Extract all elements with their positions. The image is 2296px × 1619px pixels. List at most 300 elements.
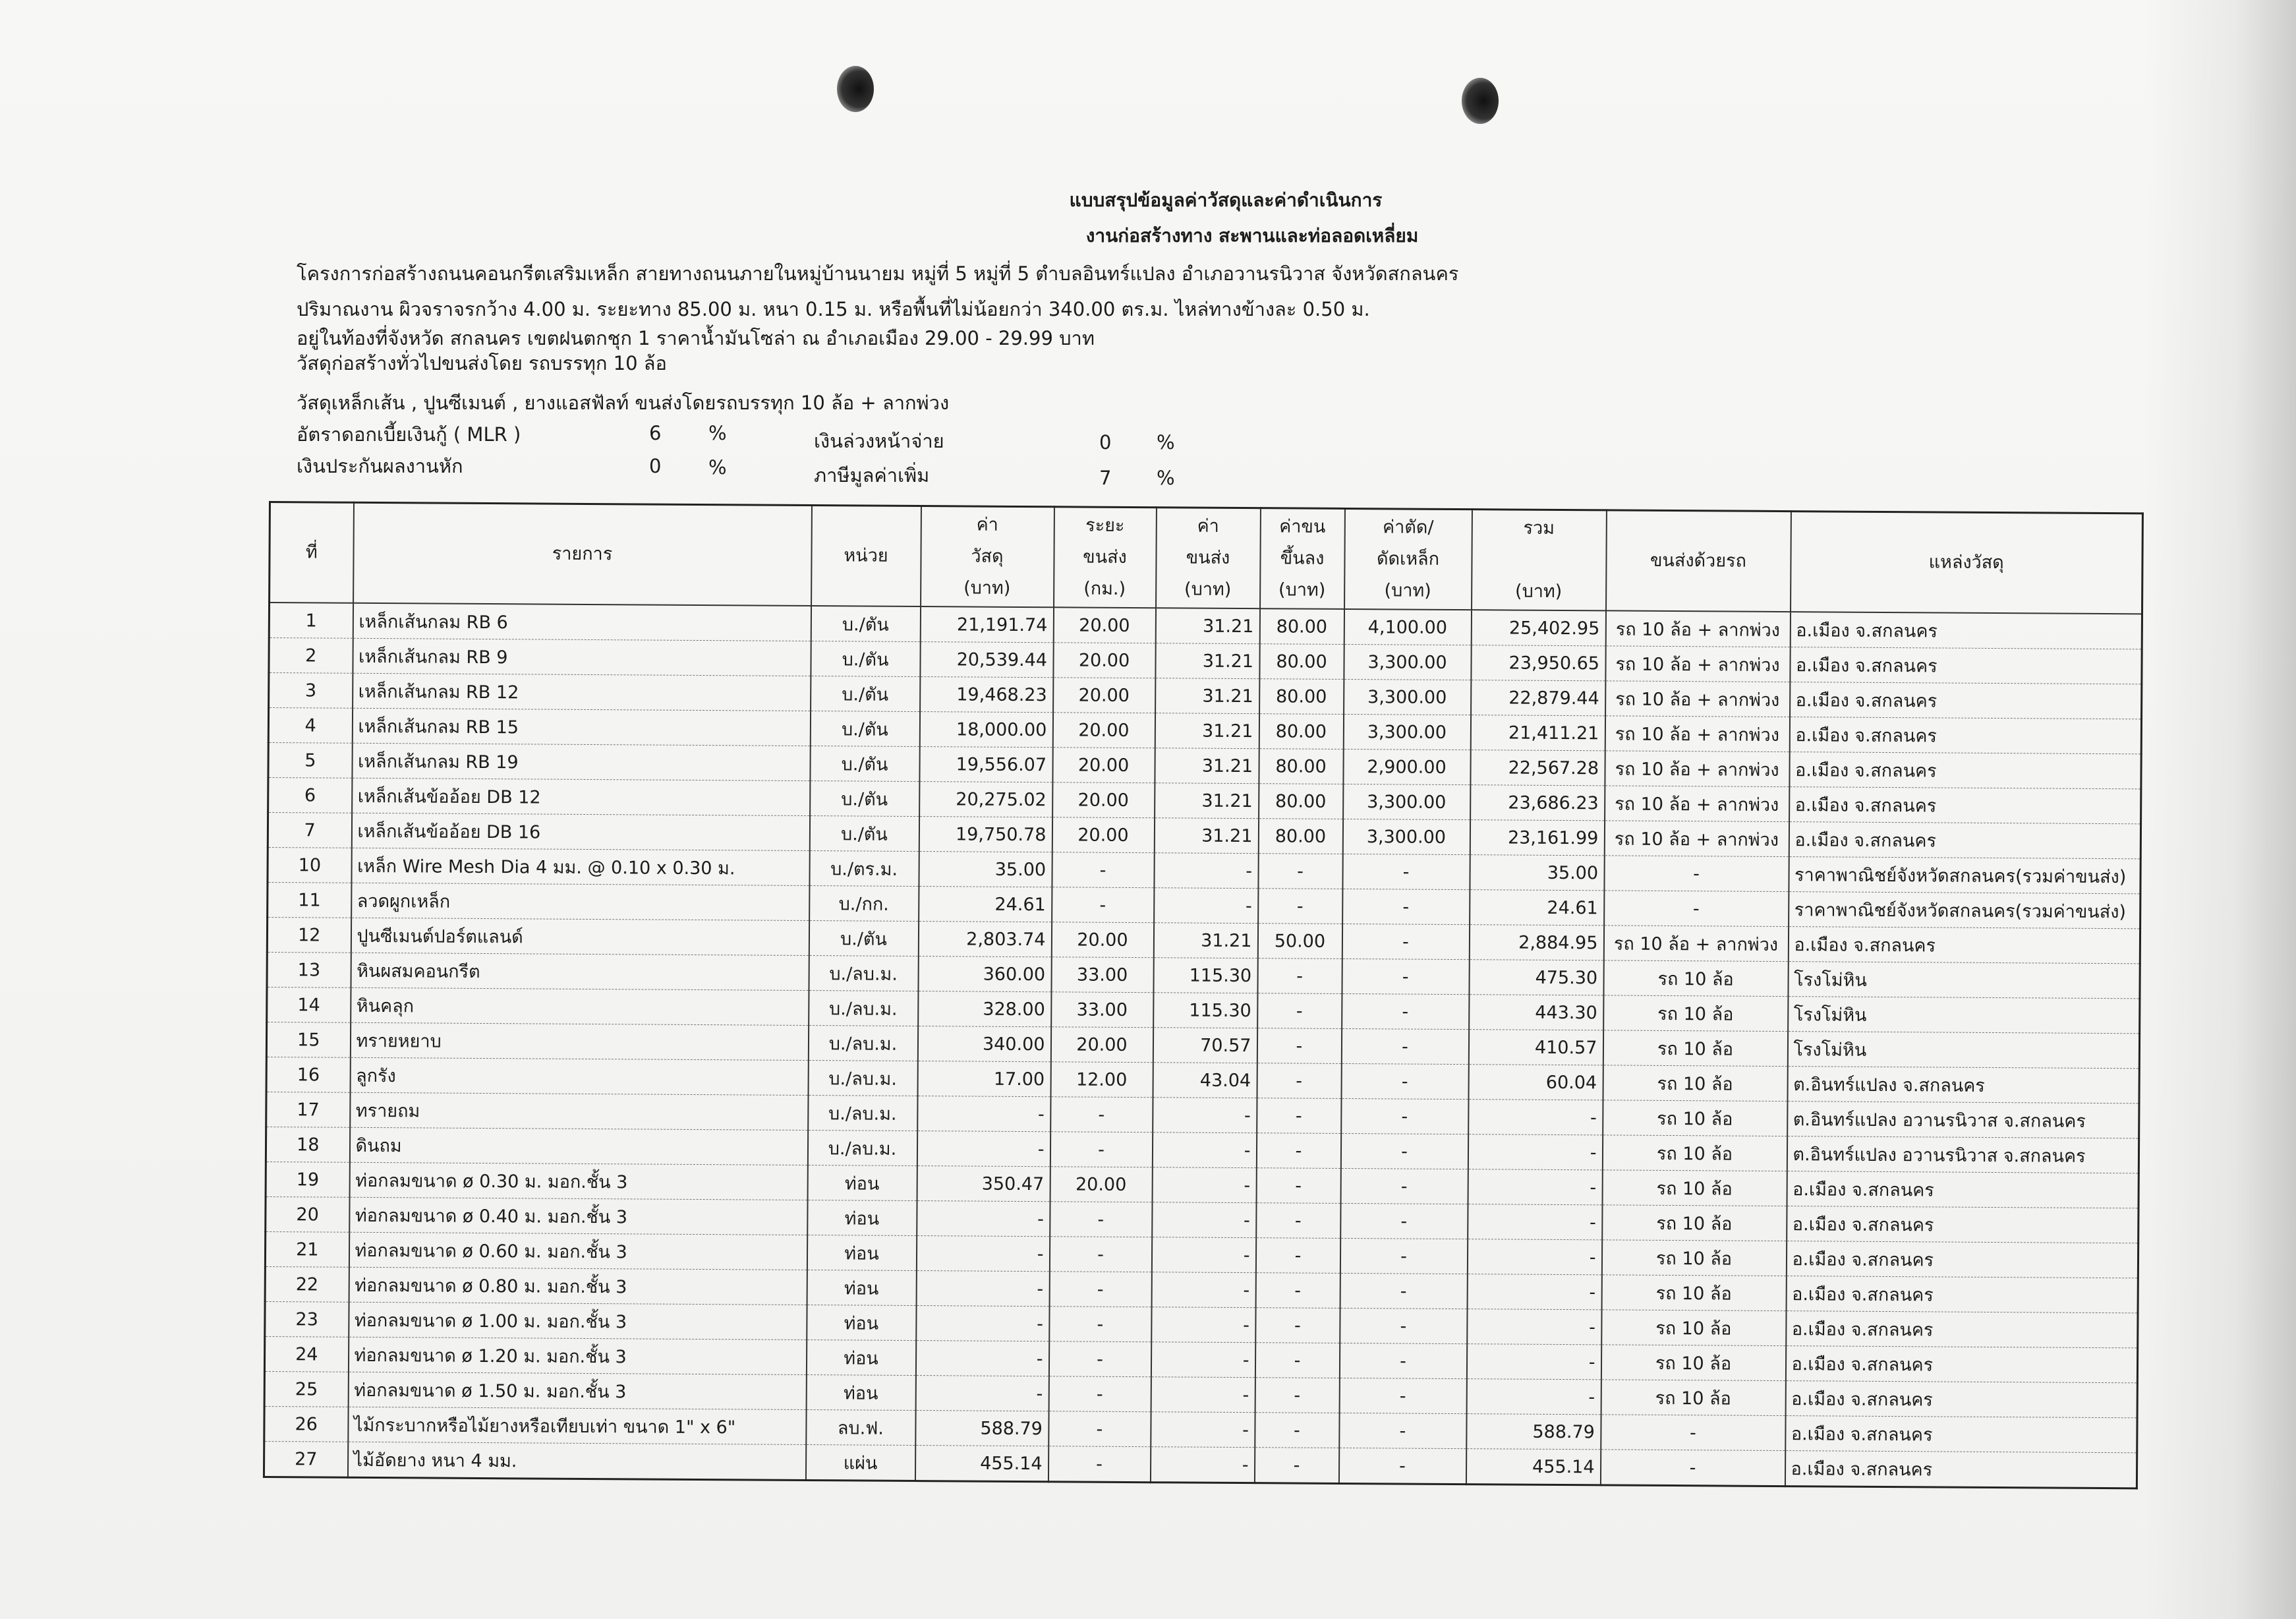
advance-label: เงินล่วงหน้าจ่าย	[814, 430, 944, 452]
cell-material-cost: 19,556.07	[919, 747, 1052, 782]
cell-total: -	[1468, 1204, 1602, 1240]
cell-unit: ท่อน	[807, 1200, 917, 1236]
cell-loading-cost: -	[1257, 1098, 1341, 1134]
cell-material-cost: 360.00	[918, 957, 1051, 992]
cell-unit: แผ่น	[805, 1445, 915, 1481]
cell-cut-bend-cost: -	[1342, 958, 1469, 994]
header-material-cost: ค่า วัสดุ (บาท)	[921, 506, 1054, 608]
cell-vehicle: รถ 10 ล้อ + ลากพ่วง	[1605, 751, 1789, 787]
cell-source: ราคาพาณิชย์จังหวัดสกลนคร(รวมค่าขนส่ง)	[1789, 892, 2140, 929]
cell-material-cost: 17.00	[917, 1061, 1050, 1097]
cell-material-cost: -	[917, 1201, 1050, 1237]
cell-unit: ท่อน	[807, 1165, 917, 1201]
cell-vehicle: รถ 10 ล้อ	[1603, 1065, 1787, 1102]
cell-transport-cost: 31.21	[1155, 608, 1259, 643]
cell-no: 6	[268, 778, 352, 813]
cell-loading-cost: 80.00	[1259, 679, 1344, 715]
cell-distance: 20.00	[1051, 922, 1153, 958]
cell-item: เหล็กเส้นกลม RB 19	[352, 743, 810, 780]
cell-material-cost: -	[917, 1096, 1050, 1132]
cell-transport-cost: 43.04	[1153, 1063, 1257, 1098]
cell-cut-bend-cost: -	[1340, 1133, 1468, 1169]
cell-loading-cost: -	[1255, 1308, 1340, 1343]
cell-distance: -	[1049, 1237, 1151, 1272]
cell-total: 475.30	[1469, 960, 1603, 995]
advance-percent: %	[1157, 431, 1175, 454]
cell-distance: 20.00	[1052, 748, 1155, 783]
cell-unit: ลบ.ฟ.	[806, 1410, 915, 1446]
cell-unit: ท่อน	[806, 1375, 915, 1411]
cell-total: 24.61	[1470, 890, 1604, 926]
cell-no: 27	[264, 1441, 347, 1477]
cell-material-cost: 35.00	[919, 852, 1052, 887]
cell-loading-cost: 80.00	[1259, 608, 1344, 644]
cell-unit: บ./ลบ.ม.	[809, 956, 918, 991]
cell-loading-cost: -	[1255, 1413, 1339, 1448]
transport-steel-line: วัสดุเหล็กเส้น , ปูนซีเมนต์ , ยางแอสฟัลท์ ขนส่งโดยรถบรรทุก 10 ล้อ + ลากพ่วง	[297, 392, 950, 414]
cell-no: 14	[267, 987, 351, 1022]
cell-loading-cost: -	[1255, 1238, 1340, 1274]
cell-vehicle: รถ 10 ล้อ + ลากพ่วง	[1605, 681, 1790, 717]
cell-source: อ.เมือง จ.สกลนคร	[1789, 787, 2141, 824]
cell-loading-cost: -	[1257, 958, 1342, 994]
cell-no: 15	[266, 1022, 350, 1057]
cell-loading-cost: -	[1256, 1133, 1340, 1169]
cell-loading-cost: 50.00	[1257, 924, 1342, 959]
cell-distance: 20.00	[1053, 643, 1155, 678]
cell-loading-cost: 80.00	[1259, 714, 1343, 750]
cell-item: เหล็กเส้นข้ออ้อย DB 16	[351, 813, 809, 850]
cell-item: เหล็ก Wire Mesh Dia 4 มม. @ 0.10 x 0.30 ม.	[351, 848, 809, 885]
cell-source: อ.เมือง จ.สกลนคร	[1787, 1171, 2138, 1208]
cell-cut-bend-cost: -	[1340, 1168, 1468, 1204]
cell-no: 25	[264, 1371, 348, 1407]
project-line: โครงการก่อสร้างถนนคอนกรีตเสริมเหล็ก สายทางถนนภายในหมู่บ้านนายม หมู่ที่ 5 หมู่ที่ 5 ตำบลอินทร์แปลง อำเภอวานรนิวาส จังหวัดสกลนคร	[297, 262, 1459, 285]
cell-total: 443.30	[1469, 995, 1603, 1030]
cell-transport-cost: 31.21	[1155, 713, 1259, 749]
cell-source: อ.เมือง จ.สกลนคร	[1787, 1206, 2138, 1243]
cell-transport-cost: -	[1153, 1098, 1257, 1133]
cell-total: 2,884.95	[1469, 925, 1603, 960]
cell-unit: ท่อน	[806, 1340, 915, 1376]
cell-transport-cost: -	[1152, 1167, 1256, 1203]
cell-item: ลวดผูกเหล็ก	[351, 883, 809, 920]
cell-transport-cost: 115.30	[1153, 993, 1257, 1028]
cell-total: -	[1467, 1274, 1601, 1310]
cell-item: เหล็กเส้นข้ออ้อย DB 12	[352, 778, 810, 815]
cell-source: อ.เมือง จ.สกลนคร	[1785, 1416, 2137, 1453]
cell-distance: -	[1048, 1376, 1151, 1412]
cell-transport-cost: -	[1151, 1377, 1255, 1413]
cell-unit: บ./ตัน	[810, 711, 919, 747]
cell-total: -	[1468, 1134, 1602, 1170]
cell-source: โรงโม่หิน	[1788, 962, 2140, 999]
cell-loading-cost: 80.00	[1259, 644, 1344, 680]
cell-material-cost: 24.61	[919, 887, 1052, 922]
cell-no: 10	[268, 847, 351, 883]
cell-unit: บ./ลบ.ม.	[808, 1096, 917, 1131]
cell-material-cost: 20,539.44	[920, 642, 1053, 678]
cell-vehicle: รถ 10 ล้อ	[1603, 995, 1788, 1032]
cell-unit: บ./ตัน	[810, 746, 919, 782]
cell-material-cost: 20,275.02	[919, 782, 1052, 817]
cell-cut-bend-cost: -	[1339, 1413, 1466, 1448]
cell-vehicle: รถ 10 ล้อ	[1601, 1275, 1786, 1311]
cell-vehicle: รถ 10 ล้อ + ลากพ่วง	[1603, 926, 1788, 962]
cell-distance: -	[1052, 852, 1154, 888]
cell-loading-cost: -	[1255, 1273, 1340, 1309]
cell-vehicle: รถ 10 ล้อ + ลากพ่วง	[1604, 821, 1789, 857]
cell-loading-cost: -	[1256, 1168, 1340, 1204]
cell-item: เหล็กเส้นกลม RB 12	[353, 673, 811, 711]
cell-cut-bend-cost: -	[1342, 854, 1470, 889]
cell-no: 11	[268, 882, 351, 918]
cell-unit: บ./ลบ.ม.	[808, 1061, 917, 1096]
cell-loading-cost: -	[1258, 889, 1342, 924]
cell-material-cost: -	[916, 1271, 1049, 1307]
cell-no: 12	[267, 917, 351, 953]
material-cost-table	[263, 501, 2144, 1489]
cell-total: 588.79	[1466, 1414, 1601, 1450]
cell-source: โรงโม่หิน	[1787, 1032, 2139, 1069]
cell-vehicle: รถ 10 ล้อ	[1603, 960, 1788, 997]
cell-vehicle: รถ 10 ล้อ + ลากพ่วง	[1605, 786, 1789, 822]
cell-item: ทรายถม	[350, 1092, 808, 1130]
cell-source: อ.เมือง จ.สกลนคร	[1785, 1346, 2137, 1383]
cell-transport-cost: 115.30	[1153, 958, 1257, 993]
cell-cut-bend-cost: -	[1342, 993, 1469, 1029]
quantity-line: ปริมาณงาน ผิวจราจรกว้าง 4.00 ม. ระยะทาง 85.00 ม. หนา 0.15 ม. หรือพื้นที่ไม่น้อยกว่า 340.00 ตร.ม. ไหล่ทางข้างละ 0.50 ม.	[297, 298, 1370, 320]
cell-vehicle: รถ 10 ล้อ	[1601, 1345, 1785, 1381]
cell-transport-cost: -	[1150, 1447, 1254, 1483]
cell-no: 5	[268, 743, 352, 779]
cell-cut-bend-cost: -	[1340, 1273, 1467, 1309]
cell-distance: 33.00	[1051, 957, 1153, 993]
punch-hole	[1462, 78, 1499, 124]
cell-loading-cost: 80.00	[1259, 784, 1343, 819]
cell-unit: ท่อน	[807, 1235, 916, 1271]
cell-cut-bend-cost: -	[1342, 889, 1470, 924]
cell-material-cost: -	[915, 1341, 1048, 1376]
cell-source: อ.เมือง จ.สกลนคร	[1786, 1241, 2138, 1278]
cell-vehicle: -	[1604, 856, 1789, 892]
cell-loading-cost: -	[1255, 1343, 1339, 1378]
mlr-label: อัตราดอกเบี้ยเงินกู้ ( MLR )	[297, 423, 521, 446]
cell-loading-cost: -	[1257, 993, 1342, 1029]
cell-unit: บ./ตัน	[811, 641, 920, 677]
cell-no: 23	[265, 1301, 349, 1337]
cell-no: 20	[266, 1196, 349, 1232]
cell-distance: -	[1049, 1307, 1151, 1342]
cell-distance: -	[1048, 1446, 1150, 1483]
cell-material-cost: 19,468.23	[920, 677, 1053, 713]
cell-transport-cost: 31.21	[1155, 643, 1259, 679]
cell-unit: ท่อน	[807, 1270, 916, 1306]
cell-source: อ.เมือง จ.สกลนคร	[1786, 1276, 2138, 1313]
header-source: แหล่งวัสดุ	[1791, 512, 2143, 614]
cell-cut-bend-cost: -	[1340, 1308, 1467, 1343]
cell-source: อ.เมือง จ.สกลนคร	[1789, 752, 2141, 789]
cell-cut-bend-cost: 3,300.00	[1342, 819, 1470, 854]
cell-no: 13	[267, 952, 351, 987]
cell-item: ไม้กระบากหรือไม้ยางหรือเทียบเท่า ขนาด 1" x 6"	[348, 1407, 806, 1444]
cell-vehicle: รถ 10 ล้อ	[1603, 1100, 1787, 1136]
advance-value: 0	[1099, 431, 1112, 454]
cell-total: 21,411.21	[1470, 715, 1605, 751]
cell-vehicle: รถ 10 ล้อ	[1602, 1205, 1787, 1241]
cell-transport-cost: 31.21	[1153, 923, 1257, 958]
cell-vehicle: รถ 10 ล้อ + ลากพ่วง	[1605, 716, 1789, 752]
cell-source: อ.เมือง จ.สกลนคร	[1785, 1451, 2137, 1488]
cell-material-cost: 340.00	[917, 1026, 1050, 1062]
location-line: อยู่ในท้องที่จังหวัด สกลนคร เขตฝนตกชุก 1 ราคาน้ำมันโซล่า ณ อำเภอเมือง 29.00 - 29.99 บาท	[297, 327, 1095, 349]
cell-vehicle: รถ 10 ล้อ	[1601, 1310, 1786, 1346]
cell-total: 23,686.23	[1470, 785, 1605, 821]
cell-item: ท่อกลมขนาด ø 1.20 ม. มอก.ชั้น 3	[348, 1337, 806, 1374]
cell-transport-cost: -	[1152, 1202, 1256, 1238]
table-header-row	[270, 502, 2143, 614]
cell-material-cost: 455.14	[915, 1446, 1048, 1482]
cell-no: 17	[266, 1092, 350, 1127]
cell-source: อ.เมือง จ.สกลนคร	[1789, 717, 2141, 754]
cell-source: อ.เมือง จ.สกลนคร	[1788, 927, 2140, 964]
cell-loading-cost: -	[1255, 1378, 1339, 1413]
cell-distance: -	[1049, 1272, 1151, 1307]
cell-source: อ.เมือง จ.สกลนคร	[1785, 1381, 2137, 1418]
mlr-percent: %	[708, 422, 727, 444]
header-no: ที่	[270, 502, 354, 603]
cell-distance: 12.00	[1050, 1062, 1153, 1098]
cell-material-cost: 19,750.78	[919, 817, 1052, 852]
cell-transport-cost: -	[1154, 888, 1258, 924]
cell-vehicle: -	[1600, 1450, 1785, 1487]
cell-total: 25,402.95	[1471, 610, 1605, 646]
cell-unit: บ./ลบ.ม.	[808, 1026, 917, 1061]
punch-hole	[837, 66, 874, 112]
cell-distance: -	[1050, 1097, 1153, 1133]
cell-transport-cost: 31.21	[1154, 818, 1258, 854]
cell-cut-bend-cost: -	[1342, 924, 1469, 959]
cell-loading-cost: 80.00	[1259, 749, 1343, 784]
cell-source: ต.อินทร์แปลง อวานรนิวาส จ.สกลนคร	[1787, 1102, 2139, 1138]
retention-value: 0	[649, 455, 662, 477]
cell-loading-cost: -	[1257, 1028, 1341, 1064]
cell-loading-cost: -	[1254, 1448, 1338, 1484]
cell-unit: บ./ตัน	[811, 606, 920, 642]
cell-distance: 20.00	[1050, 1027, 1153, 1063]
cell-total: 35.00	[1470, 855, 1604, 891]
cell-transport-cost: -	[1154, 853, 1258, 889]
header-loading-cost: ค่าขน ขึ้นลง (บาท)	[1260, 508, 1345, 609]
cell-item: ทรายหยาบ	[350, 1022, 808, 1060]
cell-item: ท่อกลมขนาด ø 0.80 ม. มอก.ชั้น 3	[349, 1267, 807, 1305]
cell-transport-cost: -	[1151, 1412, 1255, 1448]
cell-distance: 20.00	[1052, 782, 1155, 818]
cell-source: ราคาพาณิชย์จังหวัดสกลนคร(รวมค่าขนส่ง)	[1789, 857, 2140, 894]
cell-unit: บ./ลบ.ม.	[807, 1131, 917, 1166]
cell-unit: ท่อน	[807, 1305, 916, 1341]
cell-no: 22	[265, 1266, 349, 1302]
cell-cut-bend-cost: -	[1338, 1448, 1466, 1484]
cell-item: หินผสมคอนกรีต	[351, 953, 809, 990]
cell-source: อ.เมือง จ.สกลนคร	[1786, 1311, 2138, 1348]
cell-transport-cost: -	[1151, 1342, 1255, 1378]
cell-item: เหล็กเส้นกลม RB 9	[353, 638, 811, 676]
cell-item: หินคลุก	[351, 987, 809, 1025]
header-vehicle: ขนส่งด้วยรถ	[1606, 510, 1791, 612]
cell-item: ท่อกลมขนาด ø 1.00 ม. มอก.ชั้น 3	[349, 1302, 807, 1339]
cell-material-cost: 2,803.74	[918, 922, 1051, 957]
cell-cut-bend-cost: -	[1341, 1063, 1468, 1099]
retention-label: เงินประกันผลงานหัก	[297, 455, 463, 477]
cell-unit: บ./ตัน	[811, 676, 920, 712]
cell-no: 26	[264, 1406, 348, 1442]
cell-no: 24	[264, 1336, 348, 1372]
cell-cut-bend-cost: -	[1339, 1378, 1466, 1413]
vat-label: ภาษีมูลค่าเพิ่ม	[814, 464, 930, 486]
cell-item: ลูกรัง	[350, 1057, 808, 1095]
cell-transport-cost: -	[1151, 1307, 1255, 1343]
cell-item: เหล็กเส้นกลม RB 6	[353, 603, 811, 641]
cell-no: 1	[269, 603, 353, 638]
cell-transport-cost: 70.57	[1153, 1028, 1257, 1063]
cell-cut-bend-cost: -	[1339, 1343, 1466, 1378]
cell-total: -	[1468, 1169, 1602, 1205]
header-distance: ระยะ ขนส่ง (กม.)	[1054, 507, 1157, 608]
vat-percent: %	[1157, 467, 1175, 489]
cell-unit: บ./ตร.ม.	[809, 851, 919, 887]
cell-total: 22,567.28	[1470, 750, 1605, 786]
cell-transport-cost: 31.21	[1155, 678, 1259, 714]
header-total: รวม (บาท)	[1472, 510, 1607, 611]
cell-source: อ.เมือง จ.สกลนคร	[1790, 647, 2142, 684]
cell-distance: 20.00	[1053, 678, 1155, 713]
cell-distance: -	[1048, 1411, 1151, 1447]
cell-total: -	[1468, 1100, 1603, 1135]
cell-total: 410.57	[1468, 1030, 1603, 1065]
cell-unit: บ./ตัน	[809, 816, 919, 852]
cell-distance: 20.00	[1053, 607, 1155, 643]
cell-material-cost: -	[917, 1131, 1050, 1167]
cell-distance: -	[1050, 1132, 1152, 1167]
cell-transport-cost: -	[1152, 1133, 1256, 1168]
cell-total: 22,879.44	[1471, 680, 1605, 716]
cell-distance: -	[1052, 887, 1154, 923]
cell-no: 18	[266, 1127, 349, 1162]
cell-total: -	[1467, 1309, 1601, 1345]
cell-distance: -	[1050, 1202, 1152, 1237]
cell-no: 19	[266, 1162, 349, 1197]
cell-distance: 33.00	[1051, 992, 1153, 1028]
cell-total: 23,950.65	[1471, 645, 1605, 681]
cell-no: 3	[269, 673, 353, 709]
cell-distance: -	[1048, 1341, 1151, 1377]
vat-value: 7	[1099, 467, 1112, 489]
cell-no: 7	[268, 813, 351, 848]
cell-unit: บ./ตัน	[810, 781, 919, 817]
cell-unit: บ./ลบ.ม.	[809, 991, 918, 1026]
cell-material-cost: 18,000.00	[919, 712, 1052, 748]
mlr-value: 6	[649, 422, 662, 444]
cell-item: ท่อกลมขนาด ø 0.40 ม. มอก.ชั้น 3	[349, 1197, 807, 1235]
cell-material-cost: 328.00	[918, 991, 1051, 1027]
cell-transport-cost: 31.21	[1155, 783, 1259, 819]
page-edge-shadow	[2144, 0, 2296, 1619]
header-transport-cost: ค่า ขนส่ง (บาท)	[1156, 508, 1261, 608]
cell-source: ต.อินทร์แปลง จ.สกลนคร	[1787, 1067, 2139, 1104]
retention-percent: %	[708, 456, 727, 479]
header-cut-bend-cost: ค่าตัด/ ดัดเหล็ก (บาท)	[1344, 508, 1472, 610]
cell-total: 23,161.99	[1470, 820, 1604, 856]
cell-vehicle: รถ 10 ล้อ	[1602, 1170, 1787, 1206]
cell-material-cost: -	[916, 1236, 1049, 1272]
cell-total: -	[1466, 1379, 1601, 1415]
cell-loading-cost: 80.00	[1258, 819, 1342, 854]
cell-total: -	[1467, 1239, 1601, 1275]
cell-transport-cost: -	[1151, 1237, 1255, 1273]
cell-cut-bend-cost: -	[1341, 1098, 1468, 1134]
cell-cut-bend-cost: 3,300.00	[1344, 679, 1471, 715]
cell-cut-bend-cost: 3,300.00	[1343, 714, 1470, 750]
cell-vehicle: รถ 10 ล้อ	[1601, 1240, 1786, 1276]
cell-material-cost: 21,191.74	[920, 606, 1053, 643]
cell-cut-bend-cost: -	[1340, 1238, 1467, 1274]
cell-cut-bend-cost: 2,900.00	[1343, 749, 1470, 784]
cell-distance: 20.00	[1052, 713, 1155, 748]
header-item: รายการ	[353, 502, 812, 606]
table-body	[264, 603, 2142, 1488]
cell-material-cost: -	[916, 1306, 1049, 1341]
cell-source: ต.อินทร์แปลง อวานรนิวาส จ.สกลนคร	[1787, 1136, 2138, 1173]
cell-no: 4	[268, 708, 352, 744]
cell-cut-bend-cost: 3,300.00	[1344, 644, 1471, 680]
cell-no: 16	[266, 1057, 350, 1092]
cell-source: โรงโม่หิน	[1788, 997, 2140, 1034]
cell-transport-cost: -	[1151, 1272, 1255, 1308]
header-unit: หน่วย	[811, 506, 921, 607]
cell-vehicle: รถ 10 ล้อ	[1603, 1030, 1787, 1067]
cell-material-cost: -	[915, 1376, 1048, 1411]
cell-vehicle: รถ 10 ล้อ + ลากพ่วง	[1605, 646, 1790, 682]
cell-total: 60.04	[1468, 1065, 1603, 1100]
cell-item: ดินถม	[349, 1127, 807, 1165]
cell-material-cost: 588.79	[915, 1411, 1048, 1446]
cell-loading-cost: -	[1258, 854, 1342, 889]
cell-cut-bend-cost: -	[1340, 1203, 1468, 1239]
cell-source: อ.เมือง จ.สกลนคร	[1789, 822, 2140, 859]
cell-unit: บ./กก.	[809, 886, 919, 922]
cell-transport-cost: 31.21	[1155, 748, 1259, 784]
document-title: แบบสรุปข้อมูลค่าวัสดุและค่าดำเนินการ	[1069, 189, 1383, 211]
cell-source: อ.เมือง จ.สกลนคร	[1790, 682, 2142, 719]
cell-item: ปูนซีเมนต์ปอร์ตแลนด์	[351, 918, 809, 955]
cell-cut-bend-cost: 4,100.00	[1344, 609, 1471, 645]
cell-item: ท่อกลมขนาด ø 0.60 ม. มอก.ชั้น 3	[349, 1232, 807, 1270]
cell-unit: บ./ตัน	[809, 921, 918, 957]
cell-item: เหล็กเส้นกลม RB 15	[352, 708, 810, 746]
cell-total: 455.14	[1466, 1449, 1600, 1485]
cell-total: -	[1466, 1344, 1601, 1380]
cell-no: 21	[265, 1231, 349, 1267]
cell-vehicle: -	[1601, 1415, 1785, 1451]
cell-vehicle: รถ 10 ล้อ + ลากพ่วง	[1605, 610, 1790, 647]
cell-distance: 20.00	[1052, 817, 1154, 853]
cell-distance: 20.00	[1050, 1167, 1152, 1202]
cell-item: ท่อกลมขนาด ø 1.50 ม. มอก.ชั้น 3	[348, 1372, 806, 1409]
document-subtitle: งานก่อสร้างทาง สะพานและท่อลอดเหลี่ยม	[1085, 225, 1419, 247]
cell-item: ท่อกลมขนาด ø 0.30 ม. มอก.ชั้น 3	[349, 1162, 807, 1200]
cell-no: 2	[269, 638, 353, 674]
